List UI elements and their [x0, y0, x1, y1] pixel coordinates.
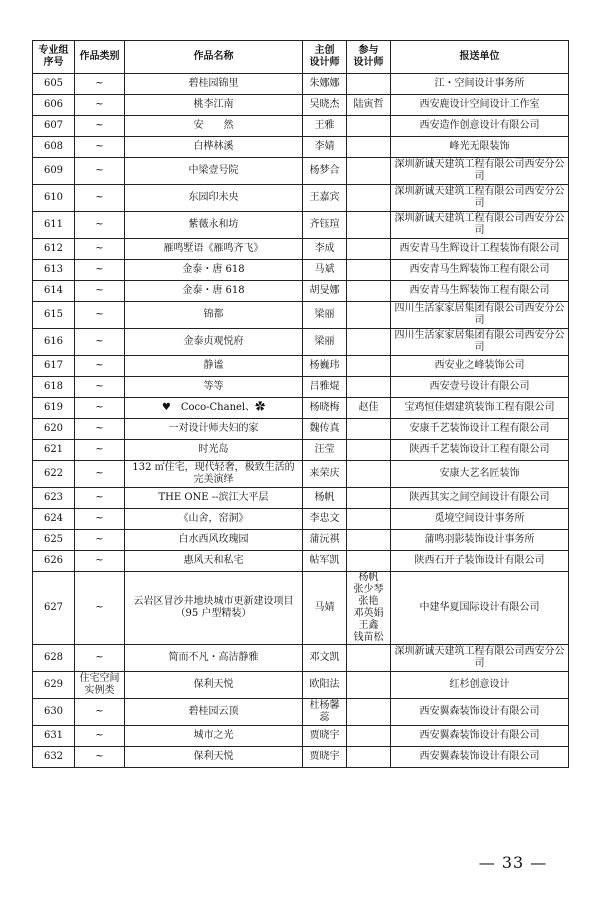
row-number: 615 — [33, 302, 75, 329]
work-name: 锦都 — [125, 302, 303, 329]
submitting-unit: 西安造作创意设计有限公司 — [391, 116, 569, 137]
work-name: 碧桂园云顶 — [125, 699, 303, 726]
table-row — [33, 440, 569, 461]
row-number: 612 — [33, 239, 75, 260]
header-name: 作品名称 — [125, 41, 303, 74]
participant-designers — [347, 645, 391, 672]
work-name: 紫薇永和坊 — [125, 212, 303, 239]
header-submitting-unit: 报送单位 — [391, 41, 569, 74]
participant-designers — [347, 509, 391, 530]
table-row — [33, 116, 569, 137]
work-category: ~ — [75, 398, 125, 419]
participant-designers — [347, 440, 391, 461]
lead-designer: 杨晓梅 — [303, 398, 347, 419]
participant-designers — [347, 419, 391, 440]
row-number: 613 — [33, 260, 75, 281]
work-name: 云岩区冒沙井地块城市更新建设项目（95 户型精装） — [125, 572, 303, 645]
row-number: 626 — [33, 551, 75, 572]
work-category: ~ — [75, 440, 125, 461]
work-name: 城市之光 — [125, 726, 303, 747]
submitting-unit: 陕西其实之间空间设计有限公司 — [391, 488, 569, 509]
submitting-unit: 西安业之峰装饰公司 — [391, 356, 569, 377]
table-row — [33, 158, 569, 185]
row-number: 609 — [33, 158, 75, 185]
row-number: 627 — [33, 572, 75, 645]
work-category: ~ — [75, 158, 125, 185]
row-number: 611 — [33, 212, 75, 239]
row-number: 621 — [33, 440, 75, 461]
lead-designer: 吴晓杰 — [303, 95, 347, 116]
table-row — [33, 260, 569, 281]
submitting-unit: 西安壹号设计有限公司 — [391, 377, 569, 398]
work-name: 等等 — [125, 377, 303, 398]
lead-designer: 马斌 — [303, 260, 347, 281]
row-number: 619 — [33, 398, 75, 419]
row-number: 622 — [33, 461, 75, 488]
submitting-unit: 西安翼森装饰设计有限公司 — [391, 726, 569, 747]
submitting-unit: 西安青马生辉装饰工程有限公司 — [391, 281, 569, 302]
submitting-unit: 西安翼森装饰设计有限公司 — [391, 747, 569, 768]
lead-designer: 马婧 — [303, 572, 347, 645]
work-name: 白水西风玫瑰园 — [125, 530, 303, 551]
work-name: 桃李江南 — [125, 95, 303, 116]
work-category: ~ — [75, 572, 125, 645]
participant-designers: 陆寅哲 — [347, 95, 391, 116]
lead-designer: 汪莹 — [303, 440, 347, 461]
work-name: 保利天悦 — [125, 747, 303, 768]
table-row — [33, 672, 569, 699]
table-row — [33, 726, 569, 747]
table-row — [33, 551, 569, 572]
submitting-unit: 红杉创意设计 — [391, 672, 569, 699]
submitting-unit: 深圳新诚天建筑工程有限公司西安分公司 — [391, 185, 569, 212]
row-number: 620 — [33, 419, 75, 440]
row-number: 608 — [33, 137, 75, 158]
participant-designers — [347, 239, 391, 260]
work-category: ~ — [75, 551, 125, 572]
submitting-unit: 觅境空间设计事务所 — [391, 509, 569, 530]
submitting-unit: 四川生活家家居集团有限公司西安分公司 — [391, 329, 569, 356]
participant-designers — [347, 329, 391, 356]
header-no: 专业组 序号 — [33, 41, 75, 74]
participant-designers — [347, 699, 391, 726]
submitting-unit: 中建华夏国际设计有限公司 — [391, 572, 569, 645]
row-number: 623 — [33, 488, 75, 509]
work-name: 金泰・唐 618 — [125, 281, 303, 302]
submitting-unit: 西安青马生辉设计工程装饰有限公司 — [391, 239, 569, 260]
submitting-unit: 蒲鸣羽影装饰设计事务所 — [391, 530, 569, 551]
row-number: 618 — [33, 377, 75, 398]
lead-designer: 王雅 — [303, 116, 347, 137]
work-category: ~ — [75, 726, 125, 747]
table-row — [33, 281, 569, 302]
table-row — [33, 239, 569, 260]
row-number: 631 — [33, 726, 75, 747]
work-category: ~ — [75, 95, 125, 116]
work-name: 安 然 — [125, 116, 303, 137]
table-row — [33, 302, 569, 329]
row-number: 614 — [33, 281, 75, 302]
participant-designers — [347, 158, 391, 185]
lead-designer: 杨巍玮 — [303, 356, 347, 377]
lead-designer: 朱娜娜 — [303, 74, 347, 95]
work-name: 中梁壹号院 — [125, 158, 303, 185]
lead-designer: 蒲沅祺 — [303, 530, 347, 551]
lead-designer: 贾晓宇 — [303, 726, 347, 747]
participant-designers — [347, 185, 391, 212]
row-number: 606 — [33, 95, 75, 116]
work-name: 静谧 — [125, 356, 303, 377]
submitting-unit: 深圳新诚天建筑工程有限公司西安分公司 — [391, 158, 569, 185]
participant-designers: 赵佳 — [347, 398, 391, 419]
row-number: 624 — [33, 509, 75, 530]
work-name: 碧桂园锦里 — [125, 74, 303, 95]
row-number: 616 — [33, 329, 75, 356]
works-table — [32, 40, 569, 768]
work-category: ~ — [75, 329, 125, 356]
table-body — [33, 74, 569, 768]
submitting-unit: 深圳新诚天建筑工程有限公司西安分公司 — [391, 212, 569, 239]
row-number: 630 — [33, 699, 75, 726]
submitting-unit: 峰光无限装饰 — [391, 137, 569, 158]
participant-designers — [347, 726, 391, 747]
lead-designer: 李婧 — [303, 137, 347, 158]
participant-designers — [347, 137, 391, 158]
lead-designer: 梁丽 — [303, 302, 347, 329]
participant-designers — [347, 212, 391, 239]
participant-designers — [347, 488, 391, 509]
participant-designers — [347, 461, 391, 488]
lead-designer: 贾晓宇 — [303, 747, 347, 768]
lead-designer: 齐钰瑄 — [303, 212, 347, 239]
table-row — [33, 212, 569, 239]
work-category: ~ — [75, 212, 125, 239]
lead-designer: 邓文凯 — [303, 645, 347, 672]
header-category: 作品类别 — [75, 41, 125, 74]
row-number: 625 — [33, 530, 75, 551]
row-number: 628 — [33, 645, 75, 672]
participant-designers — [347, 260, 391, 281]
submitting-unit: 安康大艺名匠装饰 — [391, 461, 569, 488]
row-number: 605 — [33, 74, 75, 95]
submitting-unit: 陕西千艺装饰设计工程有限公司 — [391, 440, 569, 461]
work-category: ~ — [75, 509, 125, 530]
table-row — [33, 572, 569, 645]
page-number: — 33 — — [478, 853, 548, 872]
table-row — [33, 329, 569, 356]
table-header — [33, 41, 569, 74]
submitting-unit: 宝鸡恒佳熠建筑装饰工程有限公司 — [391, 398, 569, 419]
table-row — [33, 185, 569, 212]
work-category: ~ — [75, 488, 125, 509]
table-row — [33, 95, 569, 116]
lead-designer: 来荣庆 — [303, 461, 347, 488]
participant-designers — [347, 116, 391, 137]
table-row — [33, 419, 569, 440]
row-number: 610 — [33, 185, 75, 212]
work-name: 白桦林溪 — [125, 137, 303, 158]
work-name: THE ONE --滨江大平层 — [125, 488, 303, 509]
table-row — [33, 699, 569, 726]
table-row — [33, 509, 569, 530]
lead-designer: 李忠文 — [303, 509, 347, 530]
participant-designers: 杨帆 张少琴 张艳 邓英娟 王鑫 钱苗松 — [347, 572, 391, 645]
lead-designer: 李成 — [303, 239, 347, 260]
submitting-unit: 西安翼森装饰设计有限公司 — [391, 699, 569, 726]
row-number: 632 — [33, 747, 75, 768]
submitting-unit: 西安鹿设计空间设计工作室 — [391, 95, 569, 116]
lead-designer: 王嘉宾 — [303, 185, 347, 212]
submitting-unit: 西安青马生辉装饰工程有限公司 — [391, 260, 569, 281]
work-category: ~ — [75, 137, 125, 158]
work-name: 简而不凡・高洁静雅 — [125, 645, 303, 672]
award-list-sheet — [32, 40, 568, 768]
work-category: ~ — [75, 699, 125, 726]
work-name: 金泰贞观悦府 — [125, 329, 303, 356]
lead-designer: 魏传真 — [303, 419, 347, 440]
participant-designers — [347, 672, 391, 699]
work-name: 金泰・唐 618 — [125, 260, 303, 281]
submitting-unit: 江・空间设计事务所 — [391, 74, 569, 95]
row-number: 617 — [33, 356, 75, 377]
work-category: ~ — [75, 74, 125, 95]
table-row — [33, 461, 569, 488]
work-category: ~ — [75, 185, 125, 212]
lead-designer: 梁丽 — [303, 329, 347, 356]
lead-designer: 帖军凯 — [303, 551, 347, 572]
work-category: ~ — [75, 302, 125, 329]
work-category: ~ — [75, 747, 125, 768]
work-name: 保利天悦 — [125, 672, 303, 699]
participant-designers — [347, 74, 391, 95]
participant-designers — [347, 356, 391, 377]
table-row — [33, 377, 569, 398]
row-number: 629 — [33, 672, 75, 699]
work-name: 东园印未央 — [125, 185, 303, 212]
submitting-unit: 四川生活家家居集团有限公司西安分公司 — [391, 302, 569, 329]
lead-designer: 杨梦合 — [303, 158, 347, 185]
work-category: ~ — [75, 377, 125, 398]
work-category: ~ — [75, 645, 125, 672]
work-category: ~ — [75, 419, 125, 440]
header-lead-designer: 主创 设计师 — [303, 41, 347, 74]
submitting-unit: 深圳新诚天建筑工程有限公司西安分公司 — [391, 645, 569, 672]
work-category: ~ — [75, 356, 125, 377]
row-number: 607 — [33, 116, 75, 137]
lead-designer: 吕雅焜 — [303, 377, 347, 398]
work-name: 惠风天和私宅 — [125, 551, 303, 572]
participant-designers — [347, 551, 391, 572]
work-name: 《山舍，窑洞》 — [125, 509, 303, 530]
work-category: 住宅空间 实例类 — [75, 672, 125, 699]
header-participant-designers: 参与 设计师 — [347, 41, 391, 74]
work-name: 雁鸣墅语《雁鸣齐飞》 — [125, 239, 303, 260]
table-row — [33, 74, 569, 95]
work-name: 132 ㎡住宅，现代轻奢，极致生活的完美演绎 — [125, 461, 303, 488]
work-category: ~ — [75, 530, 125, 551]
table-row — [33, 137, 569, 158]
table-row — [33, 645, 569, 672]
work-name: ♥ Coco-Chanel、✿ — [125, 398, 303, 419]
work-category: ~ — [75, 116, 125, 137]
table-row — [33, 398, 569, 419]
participant-designers — [347, 281, 391, 302]
table-row — [33, 488, 569, 509]
work-category: ~ — [75, 260, 125, 281]
submitting-unit: 陕西石开子装饰设计有限公司 — [391, 551, 569, 572]
work-category: ~ — [75, 461, 125, 488]
work-name: 时光岛 — [125, 440, 303, 461]
lead-designer: 胡旻娜 — [303, 281, 347, 302]
table-row — [33, 747, 569, 768]
lead-designer: 欧阳法 — [303, 672, 347, 699]
work-category: ~ — [75, 281, 125, 302]
work-category: ~ — [75, 239, 125, 260]
participant-designers — [347, 530, 391, 551]
lead-designer: 杜杨馨蕊 — [303, 699, 347, 726]
participant-designers — [347, 747, 391, 768]
lead-designer: 杨帆 — [303, 488, 347, 509]
participant-designers — [347, 377, 391, 398]
table-row — [33, 356, 569, 377]
table-row — [33, 530, 569, 551]
participant-designers — [347, 302, 391, 329]
submitting-unit: 安康千艺装饰设计工程有限公司 — [391, 419, 569, 440]
work-name: 一对设计师夫妇的家 — [125, 419, 303, 440]
